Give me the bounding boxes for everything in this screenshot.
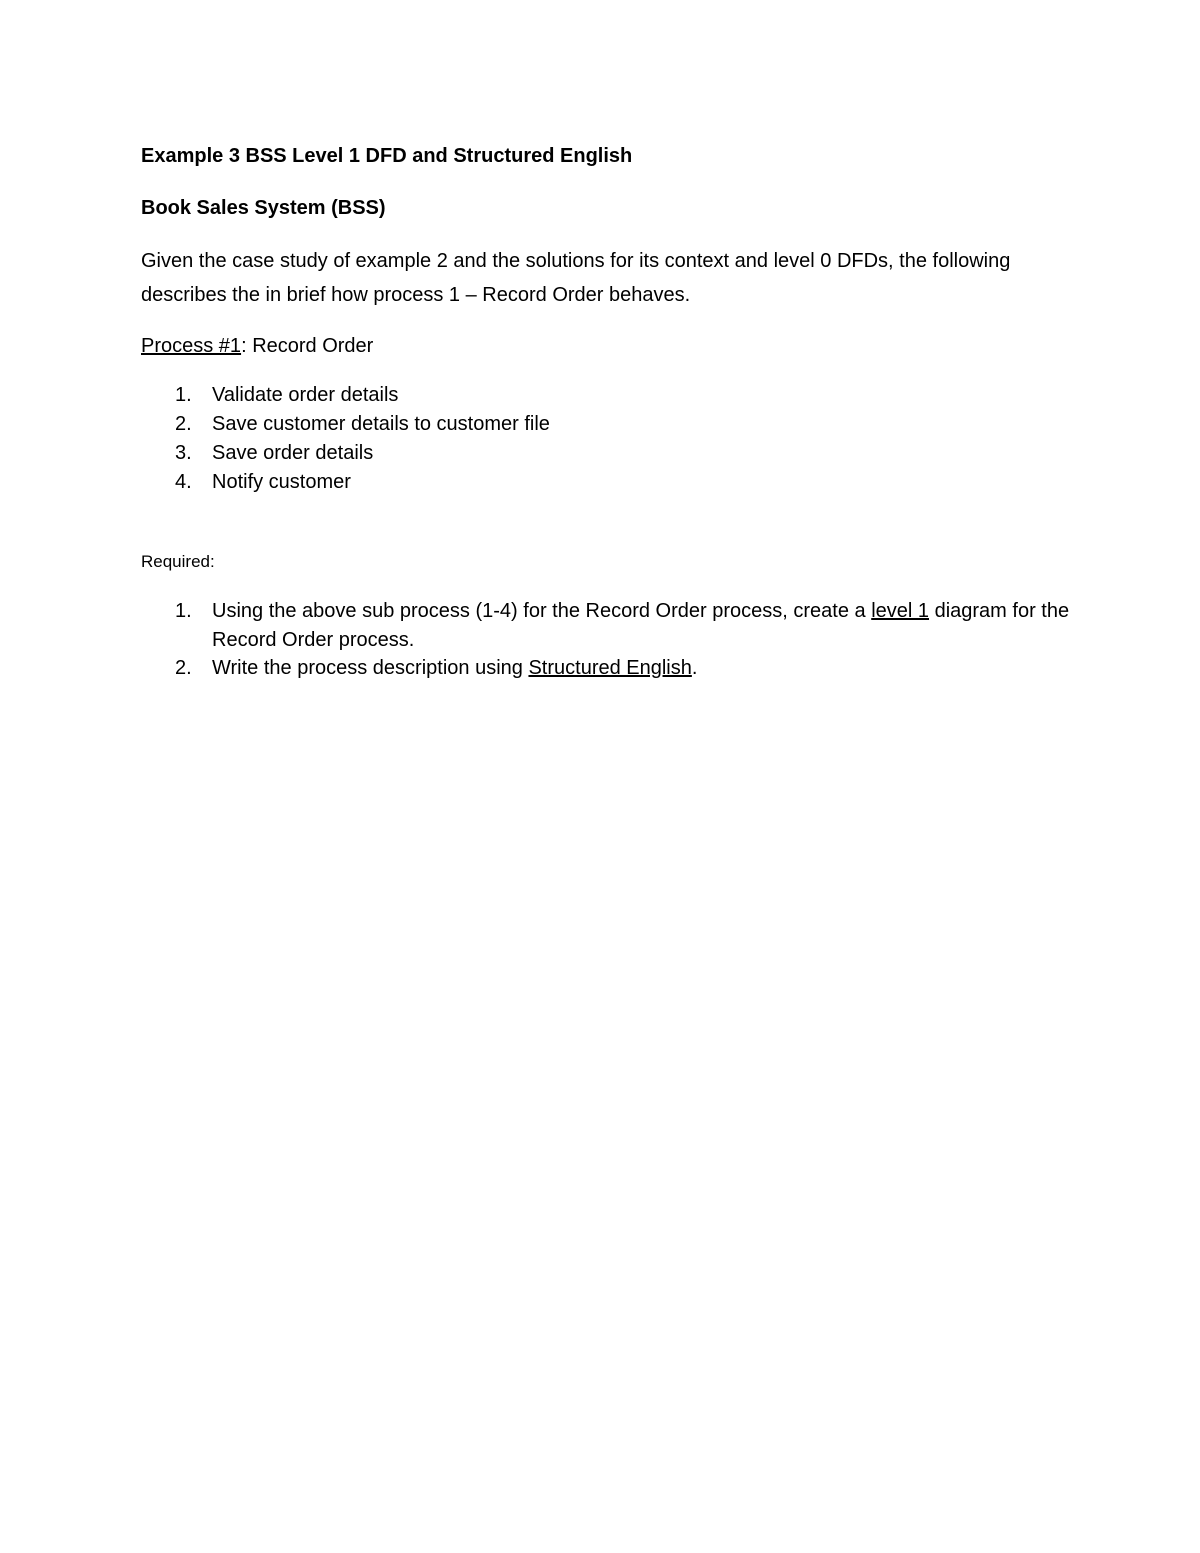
list-item-text: Validate order details: [212, 384, 399, 406]
list-item: [141, 381, 1081, 410]
list-item: [141, 410, 1081, 439]
requirement-text-end: diagram for the Record Order process.: [212, 600, 1070, 651]
process-separator: :: [241, 335, 253, 357]
intro-paragraph: Given the case study of example 2 and the solutions for its context and level 0 DFDs, the following describes the in brief how process 1 – Record Order behaves.: [141, 250, 1011, 306]
list-item-number: 2.: [175, 657, 192, 679]
list-item-text: Save customer details to customer file: [212, 413, 550, 435]
requirements-list: [141, 597, 1081, 683]
list-item-number: 3.: [175, 442, 192, 464]
required-label: Required:: [141, 552, 215, 571]
document-subtitle: Book Sales System (BSS): [141, 197, 386, 219]
list-item: [141, 597, 1081, 654]
document-body: [141, 140, 1081, 683]
list-item: [141, 654, 1081, 683]
process-heading: [141, 330, 1081, 363]
requirement-text-end: .: [691, 657, 698, 679]
document-title: Example 3 BSS Level 1 DFD and Structured English: [141, 145, 633, 167]
list-item-number: 1.: [175, 384, 192, 406]
list-item-text: Save order details: [212, 442, 374, 464]
process-name: Record Order: [252, 335, 374, 357]
level-1-underlined-term: level 1: [871, 600, 930, 622]
list-item-number: 1.: [175, 600, 192, 622]
requirement-text: Write the process description using: [212, 657, 529, 679]
structured-english-underlined-term: Structured English: [528, 657, 692, 679]
requirement-text: Using the above sub process (1-4) for the Record Order process, create a: [212, 600, 872, 622]
list-item: [141, 468, 1081, 497]
list-item-number: 4.: [175, 471, 192, 493]
list-item-text: Notify customer: [212, 471, 351, 493]
list-item-number: 2.: [175, 413, 192, 435]
list-item: [141, 439, 1081, 468]
process-steps-list: [141, 381, 1081, 497]
process-label: Process #1: [141, 335, 242, 357]
